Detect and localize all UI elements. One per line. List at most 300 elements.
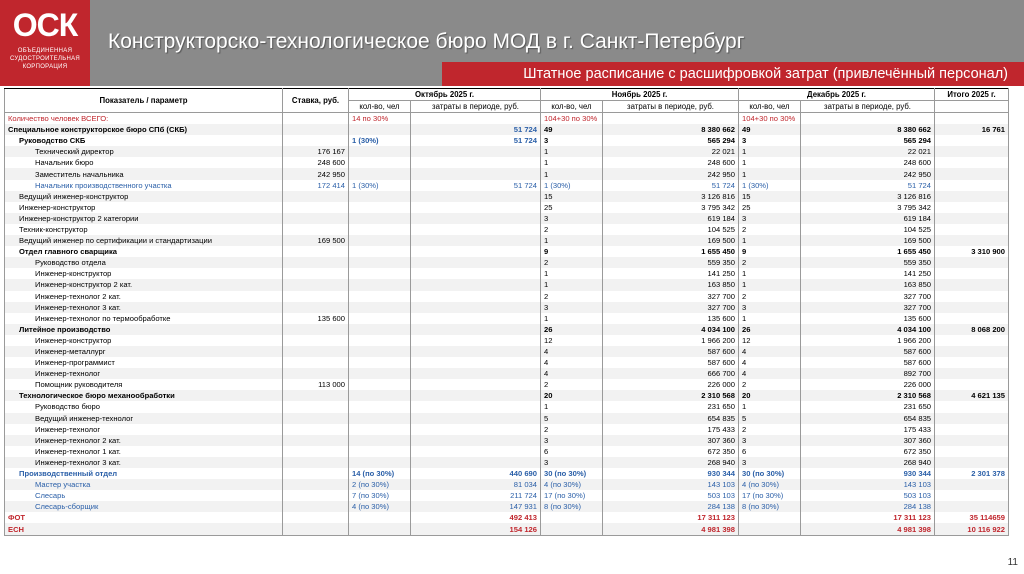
- table-row: [5, 135, 1009, 146]
- cell-total: [935, 357, 1009, 368]
- cell-rate: [283, 390, 349, 401]
- cell-nov-cost: 503 103: [603, 490, 739, 501]
- cell-name: Литейное производство: [5, 324, 283, 335]
- cell-oct-count: [349, 435, 411, 446]
- cell-nov-cost: 22 021: [603, 146, 739, 157]
- cell-dec-cost: 1 655 450: [801, 246, 935, 257]
- cell-oct-cost: [411, 446, 541, 457]
- cell-nov-cost: 327 700: [603, 302, 739, 313]
- cell-oct-cost: [411, 424, 541, 435]
- cell-nov-count: [541, 523, 603, 535]
- cell-oct-count: [349, 157, 411, 168]
- page-number: 11: [1007, 557, 1018, 568]
- cell-dec-cost: 3 126 816: [801, 191, 935, 202]
- subheader-total-empty: [935, 101, 1009, 113]
- table-row: [5, 357, 1009, 368]
- cell-name: Помощник руководителя: [5, 379, 283, 390]
- cell-rate: 135 600: [283, 313, 349, 324]
- cell-total: [935, 501, 1009, 512]
- cell-oct-cost: [411, 346, 541, 357]
- cell-oct-count: [349, 401, 411, 412]
- cell-nov-count: 3: [541, 213, 603, 224]
- cell-name: Инженер-металлург: [5, 346, 283, 357]
- cell-rate: [283, 490, 349, 501]
- cell-total: [935, 168, 1009, 179]
- cell-oct-cost: 492 413: [411, 512, 541, 523]
- cell-dec-cost: 4 981 398: [801, 523, 935, 535]
- cell-name: Производственный отдел: [5, 468, 283, 479]
- cell-nov-count: 17 (по 30%): [541, 490, 603, 501]
- cell-oct-count: 14 (по 30%): [349, 468, 411, 479]
- cell-rate: [283, 213, 349, 224]
- table-row: [5, 523, 1009, 535]
- cell-dec-count: 1: [739, 313, 801, 324]
- cell-nov-cost: 51 724: [603, 180, 739, 191]
- cell-oct-cost: [411, 146, 541, 157]
- cell-name: Руководство отдела: [5, 257, 283, 268]
- cell-nov-count: 104+30 по 30%: [541, 113, 603, 125]
- cell-name: Мастер участка: [5, 479, 283, 490]
- cell-oct-cost: [411, 357, 541, 368]
- cell-oct-count: [349, 146, 411, 157]
- cell-dec-cost: 327 700: [801, 302, 935, 313]
- cell-total: [935, 268, 1009, 279]
- cell-nov-count: 25: [541, 202, 603, 213]
- cell-nov-cost: 226 000: [603, 379, 739, 390]
- cell-nov-cost: 169 500: [603, 235, 739, 246]
- cell-nov-cost: 3 795 342: [603, 202, 739, 213]
- cell-oct-cost: [411, 168, 541, 179]
- table-row: [5, 446, 1009, 457]
- cell-nov-count: 1: [541, 168, 603, 179]
- cell-total: [935, 224, 1009, 235]
- cell-dec-cost: 242 950: [801, 168, 935, 179]
- logo-mark: ОСК: [12, 7, 78, 43]
- cell-name: Слесарь-сборщик: [5, 501, 283, 512]
- cell-oct-cost: 51 724: [411, 124, 541, 135]
- cell-oct-cost: [411, 324, 541, 335]
- cell-dec-cost: 587 600: [801, 346, 935, 357]
- cell-nov-cost: 284 138: [603, 501, 739, 512]
- cell-rate: [283, 324, 349, 335]
- table-body: [5, 113, 1009, 536]
- cell-oct-count: [349, 335, 411, 346]
- cell-rate: [283, 368, 349, 379]
- table-row: [5, 501, 1009, 512]
- cell-nov-cost: 175 433: [603, 424, 739, 435]
- cell-total: [935, 135, 1009, 146]
- cell-name: ЕСН: [5, 523, 283, 535]
- cell-nov-count: 8 (по 30%): [541, 501, 603, 512]
- cell-total: [935, 368, 1009, 379]
- cell-name: Руководство СКБ: [5, 135, 283, 146]
- cell-rate: [283, 479, 349, 490]
- cell-rate: [283, 291, 349, 302]
- cell-nov-count: 1: [541, 279, 603, 290]
- cell-rate: 176 167: [283, 146, 349, 157]
- cell-dec-count: 3: [739, 213, 801, 224]
- cell-name: Специальное конструкторское бюро СПб (СКБ): [5, 124, 283, 135]
- cell-nov-cost: 8 380 662: [603, 124, 739, 135]
- cell-nov-cost: 930 344: [603, 468, 739, 479]
- table-row: [5, 302, 1009, 313]
- cell-oct-count: [349, 379, 411, 390]
- cell-rate: [283, 357, 349, 368]
- cell-nov-count: 4: [541, 346, 603, 357]
- cell-oct-cost: [411, 302, 541, 313]
- cell-rate: [283, 279, 349, 290]
- cell-rate: [283, 413, 349, 424]
- cell-nov-count: 1: [541, 235, 603, 246]
- cell-nov-cost: 1 655 450: [603, 246, 739, 257]
- table-row: [5, 379, 1009, 390]
- cell-oct-cost: [411, 268, 541, 279]
- cell-dec-count: 25: [739, 202, 801, 213]
- cell-nov-count: 3: [541, 302, 603, 313]
- table-row: [5, 202, 1009, 213]
- cell-oct-cost: [411, 202, 541, 213]
- cell-oct-count: [349, 257, 411, 268]
- cell-rate: [283, 468, 349, 479]
- table-row: [5, 324, 1009, 335]
- cell-oct-cost: 81 034: [411, 479, 541, 490]
- cell-rate: [283, 302, 349, 313]
- cell-nov-count: 1: [541, 268, 603, 279]
- header-bar: [0, 0, 1024, 86]
- cell-nov-cost: 565 294: [603, 135, 739, 146]
- cell-nov-cost: 141 250: [603, 268, 739, 279]
- cell-nov-cost: 587 600: [603, 357, 739, 368]
- cell-dec-cost: 169 500: [801, 235, 935, 246]
- cell-name: Инженер-конструктор: [5, 268, 283, 279]
- cell-oct-cost: [411, 213, 541, 224]
- cell-oct-count: [349, 523, 411, 535]
- cell-dec-cost: 930 344: [801, 468, 935, 479]
- header-month-nov: Ноябрь 2025 г.: [541, 89, 739, 101]
- cell-dec-cost: 3 795 342: [801, 202, 935, 213]
- cell-total: [935, 157, 1009, 168]
- cell-total: [935, 435, 1009, 446]
- table-row: [5, 268, 1009, 279]
- cell-nov-count: 2: [541, 291, 603, 302]
- table-row: [5, 313, 1009, 324]
- table-row: [5, 479, 1009, 490]
- cell-oct-cost: [411, 113, 541, 125]
- cell-nov-count: 30 (по 30%): [541, 468, 603, 479]
- cell-oct-cost: [411, 157, 541, 168]
- cell-nov-cost: 619 184: [603, 213, 739, 224]
- cell-total: [935, 490, 1009, 501]
- cell-oct-count: [349, 424, 411, 435]
- cell-dec-cost: 503 103: [801, 490, 935, 501]
- table-row: [5, 246, 1009, 257]
- cell-oct-count: [349, 224, 411, 235]
- company-logo: [0, 0, 90, 86]
- cell-dec-cost: 654 835: [801, 413, 935, 424]
- page-subtitle: Штатное расписание с расшифровкой затрат (привлечённый персонал): [523, 66, 1008, 82]
- cell-name: Ведущий инженер-конструктор: [5, 191, 283, 202]
- logo-subtitle: ОБЪЕДИНЕННАЯ СУДОСТРОИТЕЛЬНАЯ КОРПОРАЦИЯ: [9, 48, 81, 70]
- cell-dec-count: 1: [739, 146, 801, 157]
- cell-oct-count: 1 (30%): [349, 180, 411, 191]
- cell-dec-cost: 51 724: [801, 180, 935, 191]
- cell-nov-count: 26: [541, 324, 603, 335]
- subheader-cost: затраты в периоде, руб.: [411, 101, 541, 113]
- cell-dec-count: 1: [739, 401, 801, 412]
- subheader-cost: затраты в периоде, руб.: [801, 101, 935, 113]
- cell-name: Начальник бюро: [5, 157, 283, 168]
- cell-dec-cost: 17 311 123: [801, 512, 935, 523]
- cell-oct-count: [349, 313, 411, 324]
- cell-rate: 242 950: [283, 168, 349, 179]
- cell-oct-count: [349, 202, 411, 213]
- cell-oct-count: [349, 168, 411, 179]
- cell-dec-count: 4 (по 30%): [739, 479, 801, 490]
- cell-dec-count: 104+30 по 30%: [739, 113, 801, 125]
- table-row: [5, 490, 1009, 501]
- cell-oct-count: [349, 291, 411, 302]
- cell-nov-cost: 2 310 568: [603, 390, 739, 401]
- cell-rate: [283, 224, 349, 235]
- cell-oct-cost: 147 931: [411, 501, 541, 512]
- cell-total: [935, 413, 1009, 424]
- header-rate: Ставка, руб.: [283, 89, 349, 113]
- cell-oct-cost: [411, 291, 541, 302]
- cell-nov-count: 3: [541, 135, 603, 146]
- cell-oct-count: [349, 512, 411, 523]
- cell-dec-cost: 587 600: [801, 357, 935, 368]
- cell-dec-count: 30 (по 30%): [739, 468, 801, 479]
- cell-nov-count: 9: [541, 246, 603, 257]
- table-row: [5, 168, 1009, 179]
- cell-dec-count: 2: [739, 424, 801, 435]
- cell-rate: [283, 435, 349, 446]
- cell-dec-count: 1: [739, 157, 801, 168]
- cell-oct-cost: [411, 191, 541, 202]
- cell-dec-count: 1: [739, 268, 801, 279]
- cell-rate: [283, 113, 349, 125]
- cell-dec-cost: 226 000: [801, 379, 935, 390]
- cell-rate: [283, 335, 349, 346]
- table-row: [5, 468, 1009, 479]
- cell-nov-cost: 163 850: [603, 279, 739, 290]
- cell-dec-count: 17 (по 30%): [739, 490, 801, 501]
- table-row: [5, 435, 1009, 446]
- cell-nov-count: 4: [541, 368, 603, 379]
- cell-dec-count: 15: [739, 191, 801, 202]
- cell-dec-cost: 565 294: [801, 135, 935, 146]
- cell-oct-cost: [411, 246, 541, 257]
- cell-name: Инженер-технолог по термообработке: [5, 313, 283, 324]
- cell-oct-count: 1 (30%): [349, 135, 411, 146]
- table-row: [5, 279, 1009, 290]
- cell-rate: [283, 257, 349, 268]
- table-row: [5, 368, 1009, 379]
- cell-rate: [283, 523, 349, 535]
- cell-dec-cost: 8 380 662: [801, 124, 935, 135]
- table-row: [5, 235, 1009, 246]
- cell-dec-cost: 104 525: [801, 224, 935, 235]
- cell-name: Слесарь: [5, 490, 283, 501]
- cell-dec-count: 3: [739, 457, 801, 468]
- cell-oct-count: [349, 324, 411, 335]
- cell-nov-count: 1 (30%): [541, 180, 603, 191]
- cell-name: Количество человек ВСЕГО:: [5, 113, 283, 125]
- cell-total: 16 761: [935, 124, 1009, 135]
- cell-nov-cost: 104 525: [603, 224, 739, 235]
- cell-dec-cost: 268 940: [801, 457, 935, 468]
- cell-total: 3 310 900: [935, 246, 1009, 257]
- cell-nov-count: 1: [541, 157, 603, 168]
- cell-nov-count: 2: [541, 257, 603, 268]
- table-row: [5, 291, 1009, 302]
- cell-total: [935, 313, 1009, 324]
- cell-total: [935, 457, 1009, 468]
- cell-dec-cost: 175 433: [801, 424, 935, 435]
- cell-oct-cost: [411, 224, 541, 235]
- cell-nov-count: 1: [541, 401, 603, 412]
- cell-total: [935, 424, 1009, 435]
- cell-dec-cost: 327 700: [801, 291, 935, 302]
- cell-dec-count: 2: [739, 224, 801, 235]
- cell-dec-count: 1: [739, 235, 801, 246]
- page-title: Конструкторско-технологическое бюро МОД в г. Санкт-Петербург: [108, 30, 745, 53]
- table-row: [5, 346, 1009, 357]
- cell-nov-cost: [603, 113, 739, 125]
- cell-total: 10 116 922: [935, 523, 1009, 535]
- cell-dec-count: 1: [739, 279, 801, 290]
- cell-nov-cost: 4 034 100: [603, 324, 739, 335]
- cell-dec-cost: 672 350: [801, 446, 935, 457]
- table-row: [5, 191, 1009, 202]
- cell-rate: [283, 135, 349, 146]
- cell-name: Ведущий инженер по сертификации и стандартизации: [5, 235, 283, 246]
- cell-oct-cost: [411, 390, 541, 401]
- cell-total: [935, 213, 1009, 224]
- cell-total: [935, 335, 1009, 346]
- cell-name: Инженер-конструктор: [5, 202, 283, 213]
- cell-dec-cost: 135 600: [801, 313, 935, 324]
- cell-dec-cost: 284 138: [801, 501, 935, 512]
- cell-rate: [283, 512, 349, 523]
- cell-total: 35 114659: [935, 512, 1009, 523]
- cell-name: Инженер-технолог 3 кат.: [5, 457, 283, 468]
- cell-dec-count: 2: [739, 379, 801, 390]
- cell-rate: 248 600: [283, 157, 349, 168]
- cell-oct-count: [349, 446, 411, 457]
- header-month-oct: Октябрь 2025 г.: [349, 89, 541, 101]
- table-row: [5, 401, 1009, 412]
- cell-nov-cost: 327 700: [603, 291, 739, 302]
- staffing-table-container: [4, 88, 1008, 536]
- cell-rate: [283, 446, 349, 457]
- cell-nov-cost: 654 835: [603, 413, 739, 424]
- subheader-count: кол-во, чел: [739, 101, 801, 113]
- cell-oct-cost: [411, 379, 541, 390]
- cell-rate: [283, 346, 349, 357]
- cell-dec-cost: 4 034 100: [801, 324, 935, 335]
- cell-dec-cost: 2 310 568: [801, 390, 935, 401]
- cell-name: ФОТ: [5, 512, 283, 523]
- cell-nov-count: 2: [541, 224, 603, 235]
- header-total: Итого 2025 г.: [935, 89, 1009, 101]
- cell-oct-cost: [411, 413, 541, 424]
- cell-name: Инженер-технолог 3 кат.: [5, 302, 283, 313]
- cell-total: [935, 446, 1009, 457]
- cell-nov-count: 12: [541, 335, 603, 346]
- cell-oct-count: [349, 191, 411, 202]
- cell-nov-cost: 231 650: [603, 401, 739, 412]
- cell-oct-cost: [411, 257, 541, 268]
- cell-dec-count: [739, 512, 801, 523]
- cell-dec-cost: [801, 113, 935, 125]
- cell-nov-count: 3: [541, 435, 603, 446]
- cell-oct-cost: [411, 335, 541, 346]
- cell-rate: 113 000: [283, 379, 349, 390]
- cell-oct-count: [349, 268, 411, 279]
- cell-oct-cost: 154 126: [411, 523, 541, 535]
- cell-nov-count: 4 (по 30%): [541, 479, 603, 490]
- table-row: [5, 390, 1009, 401]
- cell-name: Техник-конструктор: [5, 224, 283, 235]
- cell-oct-cost: 211 724: [411, 490, 541, 501]
- cell-rate: [283, 501, 349, 512]
- cell-oct-count: [349, 213, 411, 224]
- cell-name: Отдел главного сварщика: [5, 246, 283, 257]
- cell-oct-cost: [411, 457, 541, 468]
- cell-dec-cost: 248 600: [801, 157, 935, 168]
- cell-dec-count: 26: [739, 324, 801, 335]
- cell-dec-count: 20: [739, 390, 801, 401]
- cell-oct-count: [349, 368, 411, 379]
- cell-nov-cost: 135 600: [603, 313, 739, 324]
- cell-oct-count: [349, 457, 411, 468]
- cell-nov-cost: 559 350: [603, 257, 739, 268]
- cell-dec-cost: 143 103: [801, 479, 935, 490]
- table-row: [5, 124, 1009, 135]
- cell-name: Инженер-технолог 1 кат.: [5, 446, 283, 457]
- cell-nov-count: 1: [541, 146, 603, 157]
- cell-oct-cost: 51 724: [411, 180, 541, 191]
- cell-oct-count: 4 (по 30%): [349, 501, 411, 512]
- header-month-dec: Декабрь 2025 г.: [739, 89, 935, 101]
- cell-rate: [283, 246, 349, 257]
- cell-oct-count: [349, 279, 411, 290]
- table-row: [5, 457, 1009, 468]
- cell-dec-count: 1: [739, 168, 801, 179]
- table-row: [5, 512, 1009, 523]
- cell-total: [935, 202, 1009, 213]
- cell-nov-cost: 17 311 123: [603, 512, 739, 523]
- cell-oct-count: [349, 246, 411, 257]
- cell-rate: [283, 268, 349, 279]
- cell-nov-cost: 4 981 398: [603, 523, 739, 535]
- table-row: [5, 180, 1009, 191]
- cell-dec-cost: 141 250: [801, 268, 935, 279]
- cell-total: [935, 191, 1009, 202]
- cell-nov-count: 2: [541, 379, 603, 390]
- cell-oct-cost: [411, 435, 541, 446]
- cell-rate: [283, 401, 349, 412]
- cell-rate: [283, 191, 349, 202]
- cell-total: 8 068 200: [935, 324, 1009, 335]
- cell-dec-cost: 559 350: [801, 257, 935, 268]
- cell-dec-count: 4: [739, 346, 801, 357]
- cell-nov-cost: 672 350: [603, 446, 739, 457]
- cell-nov-cost: 1 966 200: [603, 335, 739, 346]
- table-row: [5, 146, 1009, 157]
- subheader-count: кол-во, чел: [541, 101, 603, 113]
